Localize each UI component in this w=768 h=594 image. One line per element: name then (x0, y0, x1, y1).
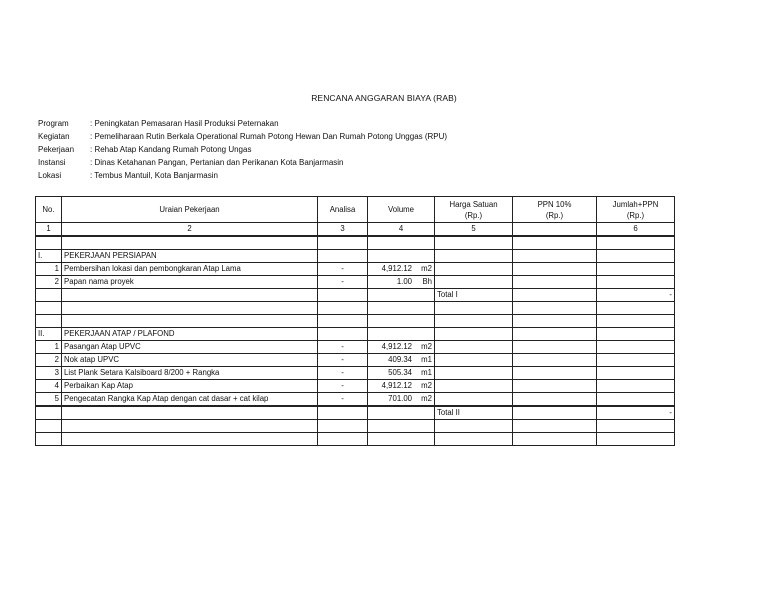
item-volume (368, 367, 435, 380)
item-analisa: - (318, 263, 368, 276)
item-desc: Pengecatan Rangka Kap Atap dengan cat dasar + cat kilap (62, 393, 318, 407)
table-header-row (36, 197, 675, 223)
section-row (36, 328, 675, 341)
header-ppn (513, 197, 597, 223)
col-number: 3 (318, 223, 368, 237)
empty-row (36, 433, 675, 446)
item-no: 3 (36, 367, 62, 380)
column-number-row (36, 223, 675, 237)
table-row (36, 354, 675, 367)
header-volume: Volume (368, 197, 435, 223)
item-no: 2 (36, 276, 62, 289)
header-jumlah-line2: (Rp.) (626, 210, 645, 220)
table-row (36, 263, 675, 276)
total-row (36, 289, 675, 302)
info-row-kegiatan (38, 130, 447, 143)
item-desc: List Plank Setara Kalsiboard 8/200 + Rangka (62, 367, 318, 380)
section-title: PEKERJAAN PERSIAPAN (62, 250, 318, 263)
empty-row (36, 315, 675, 328)
header-ppn-line1: PPN 10% (537, 199, 572, 209)
project-info (38, 117, 447, 182)
col-number: 4 (368, 223, 435, 237)
item-analisa: - (318, 276, 368, 289)
volume-unit: m1 (421, 355, 432, 364)
item-volume (368, 380, 435, 393)
info-label: Pekerjaan (38, 145, 75, 154)
table-row (36, 341, 675, 354)
info-label: Lokasi (38, 171, 62, 180)
volume-unit: m2 (421, 264, 432, 273)
volume-value: 4,912.12 (381, 342, 412, 351)
total-label: Total II (435, 406, 513, 420)
item-analisa: - (318, 341, 368, 354)
info-value: : Pemeliharaan Rutin Berkala Operational Rumah Potong Hewan Dan Rumah Potong Unggas (RPU) (90, 132, 448, 141)
item-volume (368, 393, 435, 407)
item-analisa: - (318, 393, 368, 407)
col-number: 1 (36, 223, 62, 237)
volume-value: 701.00 (388, 394, 412, 403)
section-row (36, 250, 675, 263)
info-label: Kegiatan (38, 132, 70, 141)
item-no: 1 (36, 263, 62, 276)
info-row-lokasi (38, 169, 447, 182)
header-uraian: Uraian Pekerjaan (62, 197, 318, 223)
info-label: Program (38, 119, 69, 128)
total-value: - (597, 406, 675, 420)
table-row (36, 380, 675, 393)
rab-table (35, 196, 675, 446)
table-row (36, 276, 675, 289)
info-value: : Tembus Mantuil, Kota Banjarmasin (90, 171, 218, 180)
header-harga-line1: Harga Satuan (449, 199, 498, 209)
item-no: 1 (36, 341, 62, 354)
item-desc: Pasangan Atap UPVC (62, 341, 318, 354)
item-desc: Pembersihan lokasi dan pembongkaran Atap Lama (62, 263, 318, 276)
item-analisa: - (318, 367, 368, 380)
empty-row (36, 420, 675, 433)
total-label: Total I (435, 289, 513, 302)
item-no: 2 (36, 354, 62, 367)
volume-unit: m1 (421, 368, 432, 377)
col-number: 6 (597, 223, 675, 237)
item-analisa: - (318, 354, 368, 367)
section-title: PEKERJAAN ATAP / PLAFOND (62, 328, 318, 341)
document-title: RENCANA ANGGARAN BIAYA (RAB) (311, 93, 457, 103)
info-label: Instansi (38, 158, 66, 167)
volume-value: 1.00 (396, 277, 412, 286)
item-volume (368, 276, 435, 289)
table-row (36, 367, 675, 380)
header-harga (435, 197, 513, 223)
header-analisa: Analisa (318, 197, 368, 223)
volume-unit: m2 (421, 381, 432, 390)
volume-unit: Bh (422, 277, 432, 286)
info-value: : Dinas Ketahanan Pangan, Pertanian dan Perikanan Kota Banjarmasin (90, 158, 344, 167)
col-number: 5 (435, 223, 513, 237)
info-value: : Peningkatan Pemasaran Hasil Produksi Peternakan (90, 119, 279, 128)
header-jumlah (597, 197, 675, 223)
total-value: - (597, 289, 675, 302)
total-row (36, 406, 675, 420)
item-volume (368, 341, 435, 354)
item-analisa: - (318, 380, 368, 393)
info-value: : Rehab Atap Kandang Rumah Potong Ungas (90, 145, 252, 154)
item-desc: Perbaikan Kap Atap (62, 380, 318, 393)
section-no: II. (36, 328, 62, 341)
col-number: 2 (62, 223, 318, 237)
empty-row (36, 302, 675, 315)
item-desc: Nok atap UPVC (62, 354, 318, 367)
info-row-instansi (38, 156, 447, 169)
empty-row (36, 236, 675, 250)
volume-value: 4,912.12 (381, 264, 412, 273)
header-harga-line2: (Rp.) (464, 210, 483, 220)
item-volume (368, 263, 435, 276)
info-row-pekerjaan (38, 143, 447, 156)
header-ppn-line2: (Rp.) (545, 210, 564, 220)
section-no: I. (36, 250, 62, 263)
item-no: 4 (36, 380, 62, 393)
table-row (36, 393, 675, 407)
item-desc: Papan nama proyek (62, 276, 318, 289)
item-no: 5 (36, 393, 62, 407)
volume-value: 409.34 (388, 355, 412, 364)
header-no: No. (36, 197, 62, 223)
volume-unit: m2 (421, 342, 432, 351)
item-volume (368, 354, 435, 367)
info-row-program (38, 117, 447, 130)
col-number (513, 223, 597, 237)
volume-value: 505.34 (388, 368, 412, 377)
volume-unit: m2 (421, 394, 432, 403)
header-jumlah-line1: Jumlah+PPN (612, 199, 659, 209)
volume-value: 4,912.12 (381, 381, 412, 390)
